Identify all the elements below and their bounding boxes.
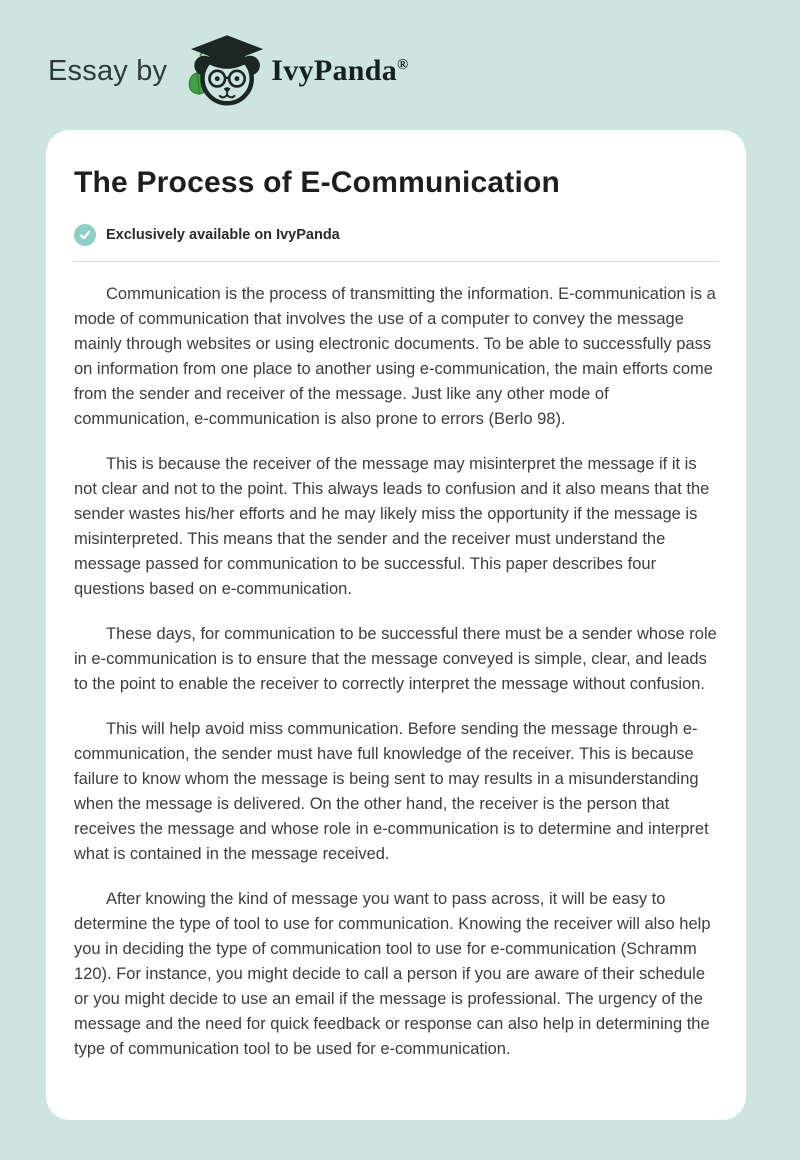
essay-by-label: Essay by [48,54,168,87]
check-glyph [79,229,91,241]
registered-mark: ® [397,57,409,73]
exclusive-badge [74,224,718,246]
check-icon [74,224,96,246]
paragraph-5: After knowing the kind of message you want to pass across, it will be easy to determine the type of tool to use for communication. Knowing the receiver will also help you in deciding the type of communication tool to use for e-communication (Schramm 120). For instance, you might decide to call a person if you are aware of their schedule or you might decide to use an email if the message is professional. The urgency of the message and the need for quick feedback or response can also help in determining the type of communication tool to be used for e-communication. [74,890,711,1058]
page-title: The Process of E-Communication [74,166,561,199]
paragraph-3: These days, for communication to be successful there must be a sender whose role in e-communication is to ensure that the message conveyed is simple, clear, and leads to the point to enable the receiver to correctly interpret the message without confusion. [74,625,717,693]
divider [74,261,718,262]
panda-eye-left [215,76,220,81]
paragraph-2: This is because the receiver of the message may misinterpret the message if it is not clear and not to the point. This always leads to confusion and it also means that the sender wastes his/her efforts and he may likely miss the opportunity if the message is misinterpreted. This means that the sender and the receiver must understand the message passed for communication to be successful. This paper describes four questions based on e-communication. [74,455,710,598]
essay-body [74,282,718,1062]
badge-label: Exclusively available on IvyPanda [106,227,340,243]
ivypanda-logo-link[interactable] [167,33,408,109]
graduate-panda-icon [177,27,269,109]
brand-name: IvyPanda® [271,54,409,87]
panda-eye-right [235,76,240,81]
essay-card [46,130,746,1120]
paragraph-1: Communication is the process of transmitting the information. E-communication is a mode of communication that involves the use of a computer to convey the message mainly through websites or using electronic documents. To be able to successfully pass on information from one place to another using e-communication, the main efforts come from the sender and receiver of the message. Just like any other mode of communication, e-communication is also prone to errors (Berlo 98). [74,285,716,428]
site-header [0,0,800,112]
paragraph-4: This will help avoid miss communication. Before sending the message through e-communication, the sender must have full knowledge of the receiver. This is because failure to know whom the message is being sent to may results in a misunderstanding when the message is delivered. On the other hand, the receiver is the person that receives the message and whose role in e-communication is to determine and interpret what is contained in the message received. [74,720,709,863]
